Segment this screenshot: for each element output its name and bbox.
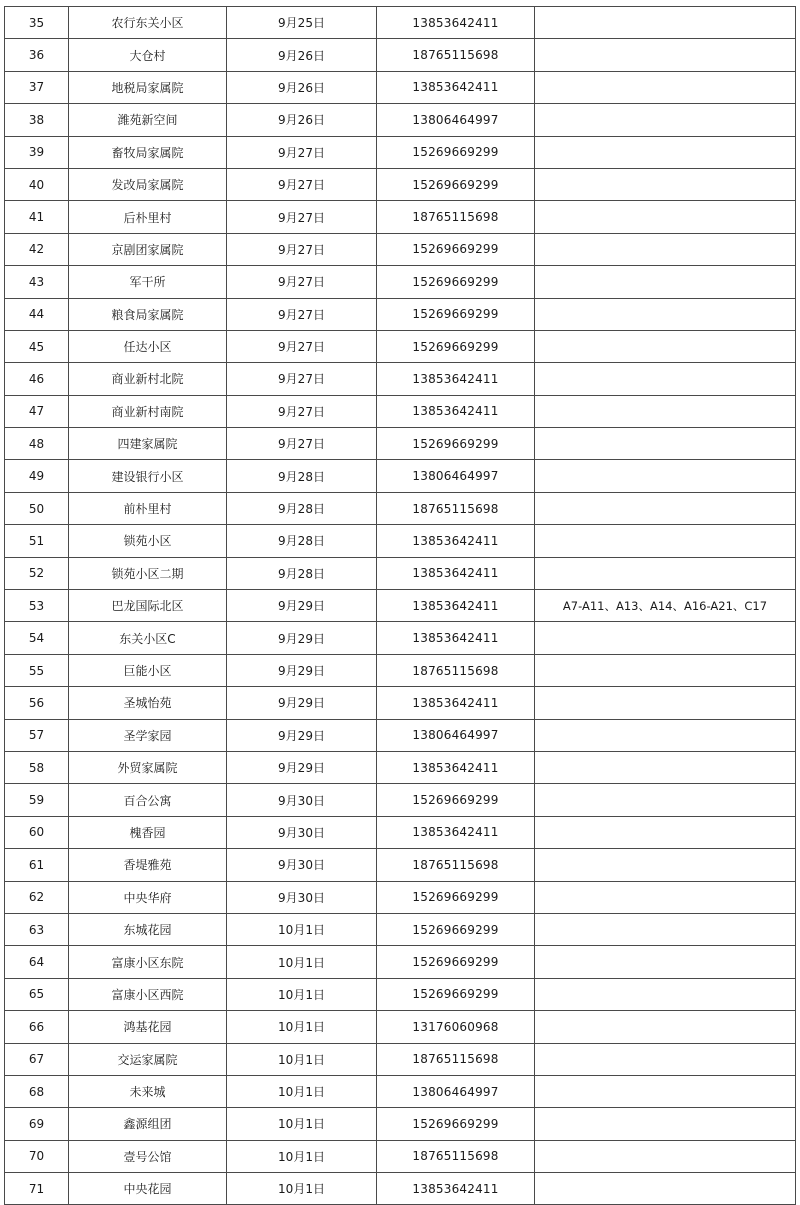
table-row — [5, 1075, 796, 1107]
table-row — [5, 1108, 796, 1140]
table-row — [5, 7, 796, 39]
row-number-cell: 36 — [5, 39, 69, 71]
phone-cell: 13176060968 — [377, 1011, 535, 1043]
note-cell — [535, 719, 796, 751]
row-number-cell: 56 — [5, 687, 69, 719]
community-name-cell: 富康小区东院 — [69, 946, 227, 978]
date-cell: 9月27日 — [227, 168, 377, 200]
table-row — [5, 363, 796, 395]
date-cell: 9月27日 — [227, 363, 377, 395]
row-number-cell: 58 — [5, 751, 69, 783]
note-cell — [535, 266, 796, 298]
date-cell: 9月29日 — [227, 751, 377, 783]
community-name-cell: 任达小区 — [69, 330, 227, 362]
community-name-cell: 未来城 — [69, 1075, 227, 1107]
row-number-cell: 65 — [5, 978, 69, 1010]
community-name-cell: 建设银行小区 — [69, 460, 227, 492]
community-name-cell: 四建家属院 — [69, 428, 227, 460]
note-cell — [535, 71, 796, 103]
phone-cell: 13853642411 — [377, 590, 535, 622]
phone-cell: 13806464997 — [377, 104, 535, 136]
community-name-cell: 地税局家属院 — [69, 71, 227, 103]
date-cell: 9月27日 — [227, 428, 377, 460]
note-cell — [535, 557, 796, 589]
date-cell: 9月27日 — [227, 395, 377, 427]
note-cell — [535, 39, 796, 71]
phone-cell: 13806464997 — [377, 1075, 535, 1107]
table-row — [5, 266, 796, 298]
phone-cell: 13853642411 — [377, 687, 535, 719]
phone-cell: 13853642411 — [377, 71, 535, 103]
note-cell — [535, 428, 796, 460]
note-cell — [535, 363, 796, 395]
date-cell: 9月29日 — [227, 719, 377, 751]
date-cell: 10月1日 — [227, 978, 377, 1010]
row-number-cell: 55 — [5, 654, 69, 686]
row-number-cell: 67 — [5, 1043, 69, 1075]
table-row — [5, 395, 796, 427]
note-cell — [535, 1011, 796, 1043]
table-row — [5, 849, 796, 881]
note-cell — [535, 687, 796, 719]
community-name-cell: 百合公寓 — [69, 784, 227, 816]
date-cell: 10月1日 — [227, 1173, 377, 1205]
community-name-cell: 巴龙国际北区 — [69, 590, 227, 622]
date-cell: 9月26日 — [227, 39, 377, 71]
community-name-cell: 军干所 — [69, 266, 227, 298]
community-name-cell: 京剧团家属院 — [69, 233, 227, 265]
table-row — [5, 816, 796, 848]
table-row — [5, 913, 796, 945]
phone-cell: 15269669299 — [377, 233, 535, 265]
community-name-cell: 中央华府 — [69, 881, 227, 913]
schedule-table-body — [5, 7, 796, 1205]
table-row — [5, 622, 796, 654]
row-number-cell: 44 — [5, 298, 69, 330]
table-row — [5, 233, 796, 265]
note-cell — [535, 1108, 796, 1140]
note-cell — [535, 881, 796, 913]
phone-cell: 18765115698 — [377, 492, 535, 524]
row-number-cell: 46 — [5, 363, 69, 395]
phone-cell: 13853642411 — [377, 363, 535, 395]
community-name-cell: 商业新村南院 — [69, 395, 227, 427]
date-cell: 9月27日 — [227, 298, 377, 330]
date-cell: 9月27日 — [227, 201, 377, 233]
row-number-cell: 50 — [5, 492, 69, 524]
table-row — [5, 1043, 796, 1075]
phone-cell: 15269669299 — [377, 298, 535, 330]
date-cell: 10月1日 — [227, 913, 377, 945]
date-cell: 9月25日 — [227, 7, 377, 39]
row-number-cell: 49 — [5, 460, 69, 492]
phone-cell: 15269669299 — [377, 136, 535, 168]
table-row — [5, 978, 796, 1010]
row-number-cell: 52 — [5, 557, 69, 589]
date-cell: 10月1日 — [227, 1011, 377, 1043]
phone-cell: 15269669299 — [377, 168, 535, 200]
community-name-cell: 鸿基花园 — [69, 1011, 227, 1043]
date-cell: 9月28日 — [227, 557, 377, 589]
note-cell — [535, 395, 796, 427]
date-cell: 9月26日 — [227, 71, 377, 103]
note-cell — [535, 1140, 796, 1172]
community-name-cell: 畜牧局家属院 — [69, 136, 227, 168]
note-cell — [535, 1173, 796, 1205]
phone-cell: 15269669299 — [377, 946, 535, 978]
note-cell — [535, 1043, 796, 1075]
note-cell — [535, 136, 796, 168]
date-cell: 9月27日 — [227, 266, 377, 298]
note-cell — [535, 654, 796, 686]
community-name-cell: 巨能小区 — [69, 654, 227, 686]
table-row — [5, 525, 796, 557]
phone-cell: 13853642411 — [377, 557, 535, 589]
row-number-cell: 60 — [5, 816, 69, 848]
note-cell — [535, 913, 796, 945]
date-cell: 9月29日 — [227, 654, 377, 686]
row-number-cell: 41 — [5, 201, 69, 233]
date-cell: 10月1日 — [227, 946, 377, 978]
row-number-cell: 38 — [5, 104, 69, 136]
table-row — [5, 687, 796, 719]
date-cell: 10月1日 — [227, 1043, 377, 1075]
note-cell — [535, 816, 796, 848]
note-cell — [535, 168, 796, 200]
table-row — [5, 557, 796, 589]
community-name-cell: 交运家属院 — [69, 1043, 227, 1075]
note-cell — [535, 784, 796, 816]
table-row — [5, 784, 796, 816]
table-row — [5, 492, 796, 524]
date-cell: 10月1日 — [227, 1075, 377, 1107]
phone-cell: 13806464997 — [377, 719, 535, 751]
community-name-cell: 东城花园 — [69, 913, 227, 945]
phone-cell: 18765115698 — [377, 39, 535, 71]
community-name-cell: 香堤雅苑 — [69, 849, 227, 881]
table-row — [5, 298, 796, 330]
row-number-cell: 53 — [5, 590, 69, 622]
table-row — [5, 654, 796, 686]
table-row — [5, 719, 796, 751]
phone-cell: 13853642411 — [377, 816, 535, 848]
row-number-cell: 40 — [5, 168, 69, 200]
table-row — [5, 946, 796, 978]
phone-cell: 18765115698 — [377, 654, 535, 686]
community-name-cell: 锁苑小区 — [69, 525, 227, 557]
schedule-table — [4, 6, 796, 1205]
row-number-cell: 35 — [5, 7, 69, 39]
note-cell — [535, 525, 796, 557]
table-row — [5, 460, 796, 492]
table-row — [5, 330, 796, 362]
row-number-cell: 51 — [5, 525, 69, 557]
table-row — [5, 428, 796, 460]
community-name-cell: 粮食局家属院 — [69, 298, 227, 330]
note-cell — [535, 849, 796, 881]
row-number-cell: 70 — [5, 1140, 69, 1172]
phone-cell: 15269669299 — [377, 881, 535, 913]
note-cell — [535, 330, 796, 362]
community-name-cell: 后朴里村 — [69, 201, 227, 233]
phone-cell: 18765115698 — [377, 201, 535, 233]
phone-cell: 13853642411 — [377, 1173, 535, 1205]
community-name-cell: 圣城怡苑 — [69, 687, 227, 719]
community-name-cell: 圣学家园 — [69, 719, 227, 751]
community-name-cell: 鑫源组团 — [69, 1108, 227, 1140]
table-row — [5, 104, 796, 136]
date-cell: 9月30日 — [227, 849, 377, 881]
row-number-cell: 64 — [5, 946, 69, 978]
phone-cell: 15269669299 — [377, 330, 535, 362]
phone-cell: 18765115698 — [377, 1140, 535, 1172]
note-cell — [535, 492, 796, 524]
community-name-cell: 农行东关小区 — [69, 7, 227, 39]
community-name-cell: 东关小区C — [69, 622, 227, 654]
row-number-cell: 54 — [5, 622, 69, 654]
note-cell — [535, 946, 796, 978]
phone-cell: 15269669299 — [377, 1108, 535, 1140]
date-cell: 9月29日 — [227, 622, 377, 654]
date-cell: 9月29日 — [227, 687, 377, 719]
phone-cell: 13806464997 — [377, 460, 535, 492]
row-number-cell: 45 — [5, 330, 69, 362]
date-cell: 9月26日 — [227, 104, 377, 136]
row-number-cell: 43 — [5, 266, 69, 298]
table-row — [5, 1173, 796, 1205]
date-cell: 9月30日 — [227, 881, 377, 913]
table-row — [5, 1140, 796, 1172]
note-cell — [535, 460, 796, 492]
table-row — [5, 590, 796, 622]
community-name-cell: 富康小区西院 — [69, 978, 227, 1010]
phone-cell: 18765115698 — [377, 849, 535, 881]
date-cell: 10月1日 — [227, 1140, 377, 1172]
phone-cell: 13853642411 — [377, 395, 535, 427]
row-number-cell: 69 — [5, 1108, 69, 1140]
table-row — [5, 1011, 796, 1043]
community-name-cell: 中央花园 — [69, 1173, 227, 1205]
table-row — [5, 751, 796, 783]
row-number-cell: 59 — [5, 784, 69, 816]
row-number-cell: 68 — [5, 1075, 69, 1107]
row-number-cell: 71 — [5, 1173, 69, 1205]
table-row — [5, 39, 796, 71]
phone-cell: 15269669299 — [377, 913, 535, 945]
date-cell: 9月28日 — [227, 525, 377, 557]
date-cell: 9月28日 — [227, 492, 377, 524]
note-cell — [535, 104, 796, 136]
community-name-cell: 发改局家属院 — [69, 168, 227, 200]
community-name-cell: 商业新村北院 — [69, 363, 227, 395]
date-cell: 9月28日 — [227, 460, 377, 492]
date-cell: 10月1日 — [227, 1108, 377, 1140]
community-name-cell: 大仓村 — [69, 39, 227, 71]
table-row — [5, 201, 796, 233]
table-row — [5, 71, 796, 103]
date-cell: 9月29日 — [227, 590, 377, 622]
date-cell: 9月27日 — [227, 136, 377, 168]
community-name-cell: 外贸家属院 — [69, 751, 227, 783]
note-cell — [535, 751, 796, 783]
community-name-cell: 壹号公馆 — [69, 1140, 227, 1172]
note-cell — [535, 201, 796, 233]
row-number-cell: 57 — [5, 719, 69, 751]
date-cell: 9月27日 — [227, 233, 377, 265]
date-cell: 9月30日 — [227, 816, 377, 848]
phone-cell: 15269669299 — [377, 978, 535, 1010]
community-name-cell: 槐香园 — [69, 816, 227, 848]
community-name-cell: 潍苑新空间 — [69, 104, 227, 136]
phone-cell: 18765115698 — [377, 1043, 535, 1075]
phone-cell: 13853642411 — [377, 751, 535, 783]
row-number-cell: 48 — [5, 428, 69, 460]
row-number-cell: 61 — [5, 849, 69, 881]
note-cell — [535, 7, 796, 39]
table-row — [5, 136, 796, 168]
row-number-cell: 66 — [5, 1011, 69, 1043]
note-cell — [535, 298, 796, 330]
date-cell: 9月27日 — [227, 330, 377, 362]
note-cell: A7-A11、A13、A14、A16-A21、C17 — [535, 590, 796, 622]
row-number-cell: 37 — [5, 71, 69, 103]
table-row — [5, 168, 796, 200]
note-cell — [535, 622, 796, 654]
phone-cell: 13853642411 — [377, 622, 535, 654]
phone-cell: 13853642411 — [377, 7, 535, 39]
note-cell — [535, 1075, 796, 1107]
phone-cell: 15269669299 — [377, 428, 535, 460]
date-cell: 9月30日 — [227, 784, 377, 816]
community-name-cell: 锁苑小区二期 — [69, 557, 227, 589]
row-number-cell: 63 — [5, 913, 69, 945]
row-number-cell: 47 — [5, 395, 69, 427]
note-cell — [535, 233, 796, 265]
phone-cell: 13853642411 — [377, 525, 535, 557]
row-number-cell: 62 — [5, 881, 69, 913]
phone-cell: 15269669299 — [377, 266, 535, 298]
row-number-cell: 42 — [5, 233, 69, 265]
table-row — [5, 881, 796, 913]
phone-cell: 15269669299 — [377, 784, 535, 816]
row-number-cell: 39 — [5, 136, 69, 168]
community-name-cell: 前朴里村 — [69, 492, 227, 524]
note-cell — [535, 978, 796, 1010]
